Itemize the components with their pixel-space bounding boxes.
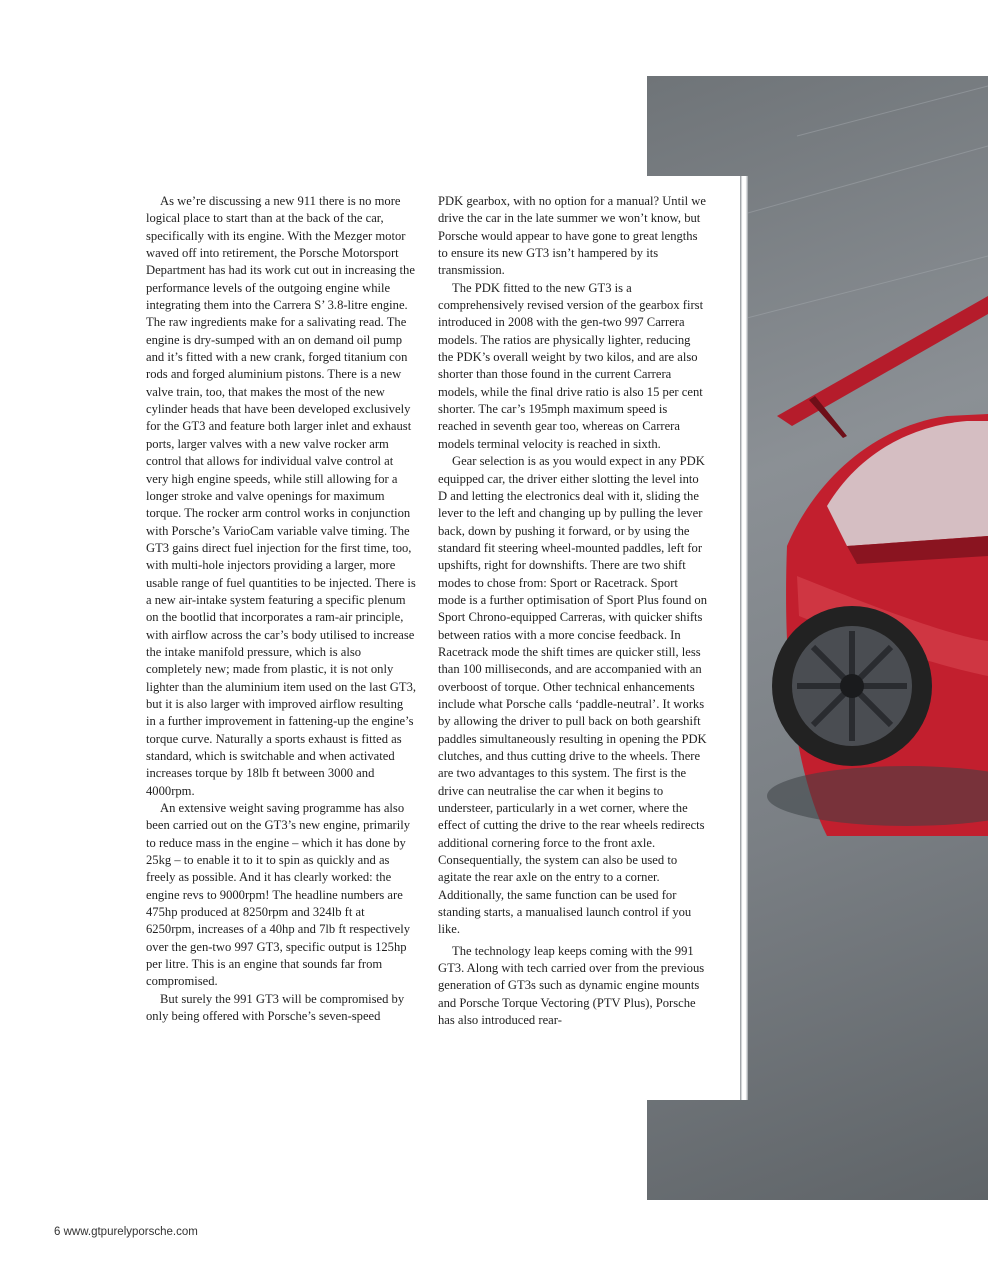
page-number: 6 [54,1226,61,1238]
page-footer [54,1226,198,1238]
car-window [827,421,988,546]
paragraph: The technology leap keeps coming with the 991 GT3. Along with tech carried over from the previous generation of GT3s such as dynamic engine mounts and Porsche Torque Vectoring (PTV Plus), Porsche has also introduced rear- [438,943,705,1028]
article-column-1 [146,193,416,1026]
paragraph: Gear selection is as you would expect in any PDK equipped car, the driver either slotting the level into D and letting the electronics deal with it, sliding the lever to the left and changing up by pulling the lever back, down by pushing it forward, or by using the standard fit steering wheel-mounted paddles, left for upshifts, right for downshifts. There are two shift modes to chose from: Sport or Racetrack. Sport mode is a further optimisation of Sport Plus found on Sport Chrono-equipped Carreras, with quicker shifts between ratios with a more concise feedback. In Racetrack mode the shift times are quicker still, less than 100 milliseconds, and are accompanied with an overboost of torque. Other technical enhancements include what Porsche calls ‘paddle-neutral’. It works by allowing the driver to pull back on both gearshift paddles simultaneously resulting in opening the PDK clutches, and thus cutting drive to the wheels. There are two advantages to this system. The first is the drive can neutralise the car when it begins to understeer, particularly in a wet corner, where the effect of cutting the drive to the rear wheels redirects additional cornering force to the front axle. Consequentially, the system can also be used to agitate the rear axle on the entry to a corner. Additionally, the same function can be used for standing starts, a manualised launch control if you like. [438,454,707,937]
rear-wing [777,296,988,426]
paragraph: An extensive weight saving programme has also been carried out on the GT3’s new engine, primarily to reduce mass in the engine – which it has done by 25kg – to enable it to it to spin as quickly and as freely as possible. And it has clearly worked: the engine revs to 9000rpm! The headline numbers are 475hp produced at 8250rpm and 324lb ft at 6250rpm, increases of a 40hp and 7lb ft respectively over the gen-two 997 GT3, specific output is 125hp per litre. This is an engine that sounds far from compromised. [146,801,411,989]
paragraph: PDK gearbox, with no option for a manual? Until we drive the car in the late summer we won’t know, but Porsche would appear to have gone to great lengths to ensure its new GT3 isn’t hampered by its transmission. [438,194,706,278]
paragraph: But surely the 991 GT3 will be compromised by only being offered with Porsche’s seven-speed [146,991,405,1024]
article-column-2 [438,193,708,1030]
site-url[interactable]: www.gtpurelyporsche.com [63,1226,198,1238]
paragraph: The PDK fitted to the new GT3 is a comprehensively revised version of the gearbox first introduced in 2008 with the gen-two 997 Carrera models. The ratios are physically lighter, reducing the PDK’s overall weight by two kilos, and are also shorter than those found in the current Carrera models, while the final drive ratio is also 15 per cent shorter. The car’s 195mph maximum speed is reached in seventh gear too, whereas on Carrera models terminal velocity is reached in sixth. [438,280,704,451]
panel-edge [740,176,748,1100]
paragraph: As we’re discussing a new 911 there is no more logical place to start than at the back of the car, specifically with its engine. With the Mezger motor waved off into retirement, the Porsche Motorsport Department has had its work cut out in increasing the performance levels of the outgoing engine while integrating them into the Carrera S’ 3.8-litre engine. The raw ingredients make for a salivating read. The engine is dry-sumped with an on demand oil pump and it’s fitted with a new crank, forged titanium con rods and forged aluminium pistons. There is a new valve train, too, that makes the most of the new cylinder heads that have been developed exclusively for the GT3 and feature both larger inlet and exhaust ports, larger valves with a new valve rocker arm control that allows for individual valve control at very high engine speeds, while still allowing for a longer stroke and valve openings for maximum torque. The rocker arm control works in conjunction with Porsche’s VarioCam variable valve timing. The GT3 gains direct fuel injection for the first time, too, with multi-hole injectors providing a larger, more usable range of fuel quantities to be injected. There is a new air-intake system featuring a specific plenum on the bootlid that incorporates a ram-air principle, with airflow across the car’s body utilised to increase the intake manifold pressure, which is also completely new; made from plastic, it is not only lighter than the aluminium item used on the last GT3, but it is also larger with improved airflow resulting in a further improvement in fattening-up the engine’s torque curve. Naturally a sports exhaust is fitted as standard, which is switchable and when activated increases torque by 18lb ft between 3000 and 4000rpm. [146,194,417,798]
